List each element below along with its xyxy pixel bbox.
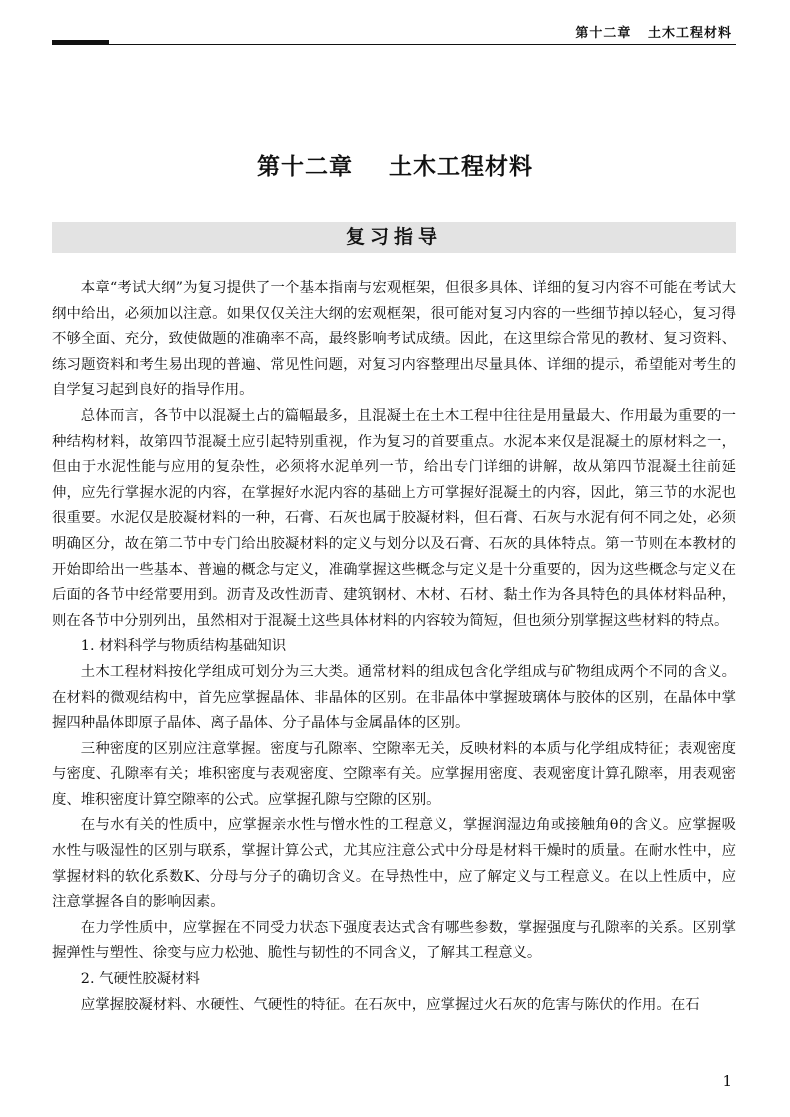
section-title: 复习指导	[345, 226, 442, 248]
page-number: 1	[722, 1072, 732, 1090]
paragraph: 总体而言，各节中以混凝土占的篇幅最多，且混凝土在土木工程中往往是用量最大、作用最为重要的一种结构材料，故第四节混凝土应引起特别重视，作为复习的首要重点。水泥本来仅是混凝土的原材料之一，但由于水泥性能与应用的复杂性，必须将水泥单列一节，给出专门详细的讲解，故从第四节混凝土往前延伸，应先行掌握水泥的内容，在掌握好水泥内容的基础上方可掌握好混凝土的内容，因此，第三节的水泥也很重要。水泥仅是胶凝材料的一种，石膏、石灰也属于胶凝材料，但石膏、石灰与水泥有何不同之处，必须明确区分，故在第二节中专门给出胶凝材料的定义与划分以及石膏、石灰的具体特点。第一节则在本教材的开始即给出一些基本、普遍的概念与定义，准确掌握这些概念与定义是十分重要的，因为这些概念与定义在后面的各节中经常要用到。沥青及改性沥青、建筑钢材、木材、石材、黏土作为各具特色的具体材料品种，则在各节中分别列出，虽然相对于混凝土这些具体材料的内容较为简短，但也须分别掌握这些材料的特点。	[52, 407, 736, 629]
paragraph: 土木工程材料按化学组成可划分为三大类。通常材料的组成包含化学组成与矿物组成两个不同的含义。在材料的微观结构中，首先应掌握晶体、非晶体的区别。在非晶体中掌握玻璃体与胶体的区别，在晶体中掌握四种晶体即原子晶体、离子晶体、分子晶体与金属晶体的区别。	[52, 663, 736, 732]
header-rule	[52, 44, 736, 45]
paragraph: 应掌握胶凝材料、水硬性、气硬性的特征。在石灰中，应掌握过火石灰的危害与陈伏的作用。在石	[80, 996, 700, 1013]
paragraph: 本章“考试大纲”为复习提供了一个基本指南与宏观框架，但很多具体、详细的复习内容不可能在考试大纲中给出，必须加以注意。如果仅仅关注大纲的宏观框架，很可能对复习内容的一些细节掉以轻心，复习得不够全面、充分，致使做题的准确率不高，最终影响考试成绩。因此，在这里综合常见的教材、复习资料、练习题资料和考生易出现的普遍、常见性问题，对复习内容整理出尽量具体、详细的提示，希望能对考生的自学复习起到良好的指导作用。	[52, 280, 736, 399]
paragraph: 三种密度的区别应注意掌握。密度与孔隙率、空隙率无关，反映材料的本质与化学组成特征；表观密度与密度、孔隙率有关；堆积密度与表观密度、空隙率有关。应掌握用密度、表观密度计算孔隙率，用表观密度、堆积密度计算空隙率的公式。应掌握孔隙与空隙的区别。	[52, 740, 736, 808]
section-heading-band	[52, 222, 736, 253]
body-text	[52, 276, 736, 1018]
paragraph: 在与水有关的性质中，应掌握亲水性与憎水性的工程意义，掌握润湿边角或接触角θ的含义。应掌握吸水性与吸湿性的区别与联系，掌握计算公式，尤其应注意公式中分母是材料干燥时的质量。在耐水性中，应掌握材料的软化系数K、分母与分子的确切含义。在导热性中，应了解定义与工程意义。在以上性质中，应注意掌握各自的影响因素。	[52, 817, 736, 911]
running-header-title: 第十二章 土木工程材料	[575, 26, 732, 41]
subsection-heading: 1. 材料科学与物质结构基础知识	[80, 638, 287, 655]
subsection-heading: 2. 气硬性胶凝材料	[80, 971, 200, 988]
running-header	[0, 0, 790, 48]
paragraph: 在力学性质中，应掌握在不同受力状态下强度表达式含有哪些参数，掌握强度与孔隙率的关系。区别掌握弹性与塑性、徐变与应力松弛、脆性与韧性的不同含义，了解其工程意义。	[52, 919, 736, 962]
chapter-title: 第十二章 土木工程材料	[256, 153, 534, 180]
